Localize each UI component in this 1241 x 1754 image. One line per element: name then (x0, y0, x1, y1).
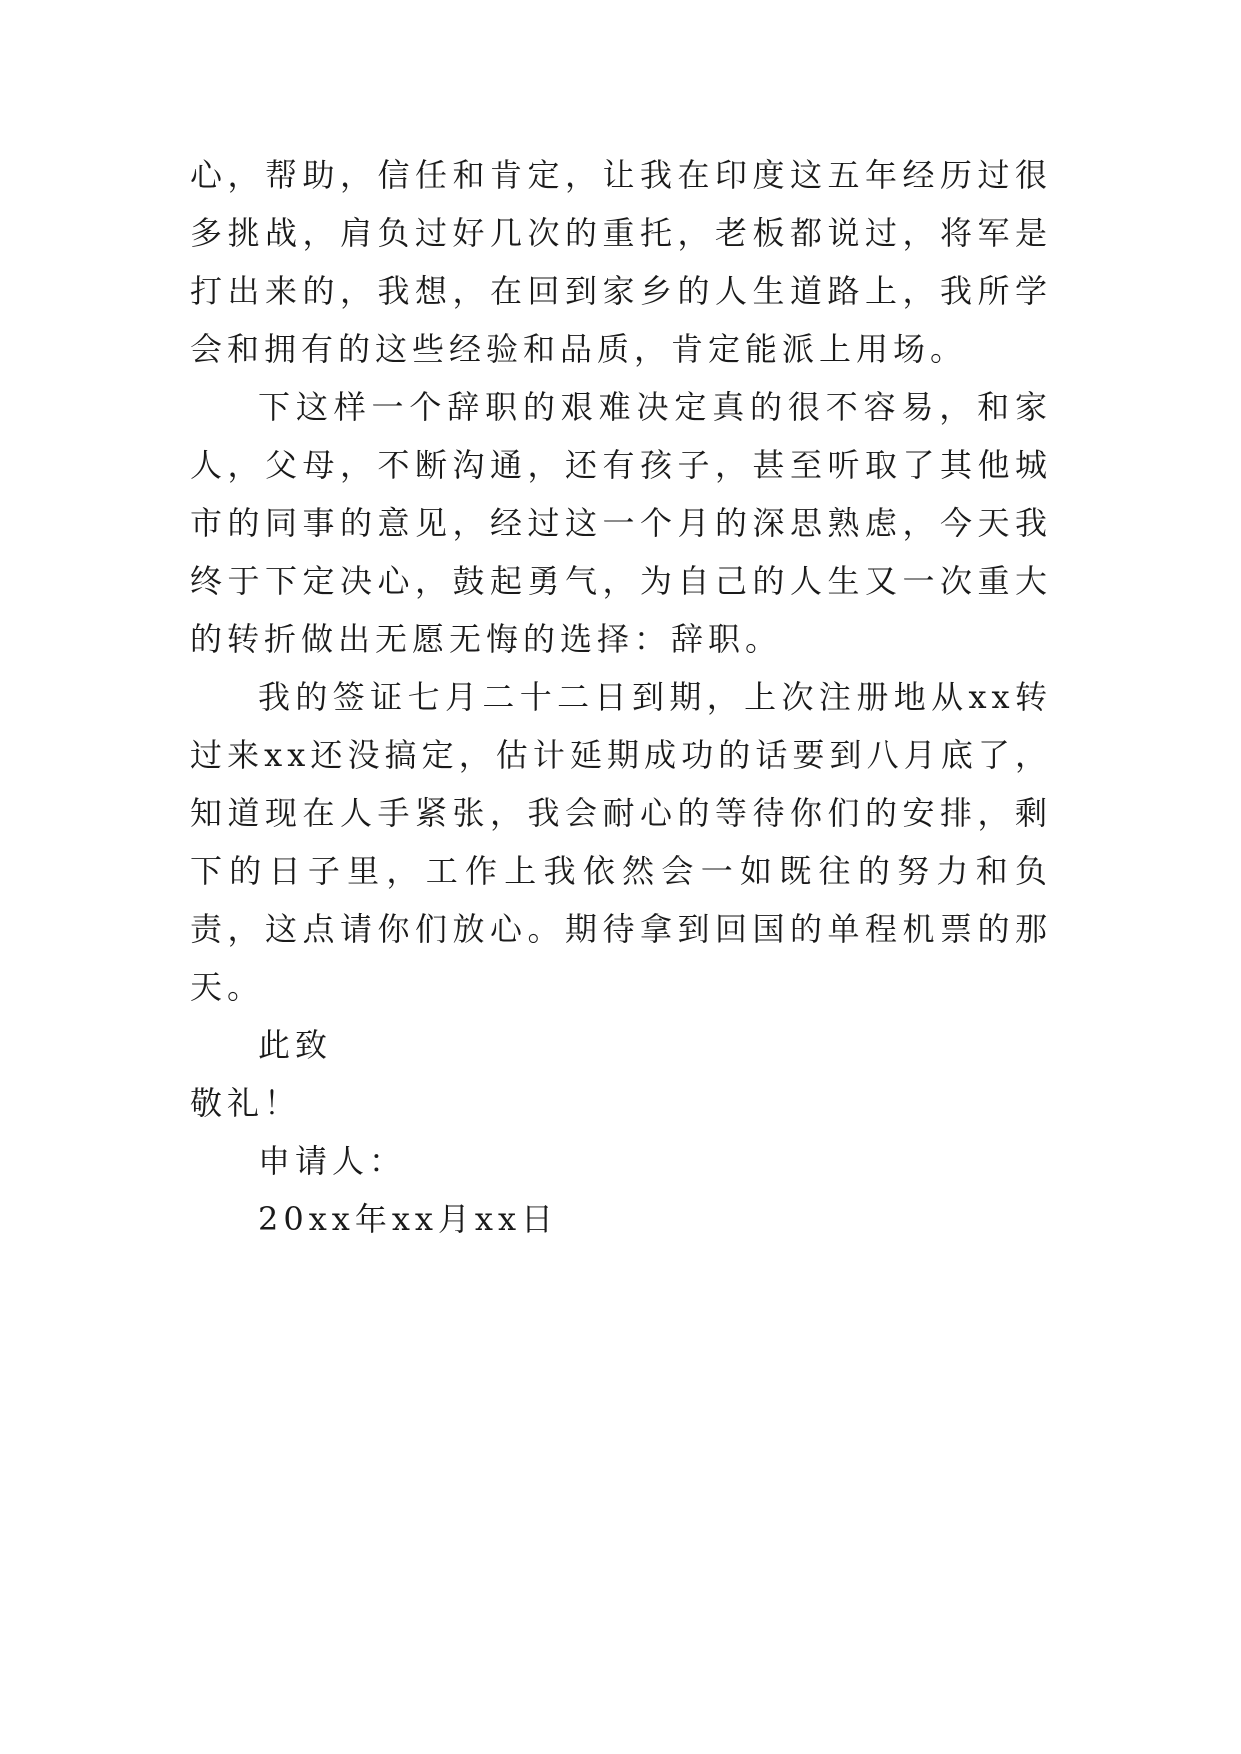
paragraph-3: 我的签证七月二十二日到期，上次注册地从xx转过来xx还没搞定，估计延期成功的话要到八月底了，知道现在人手紧张，我会耐心的等待你们的安排，剩下的日子里，工作上我依然会一如既往的努力和负责，这点请你们放心。期待拿到回国的单程机票的那天。 (190, 678, 1052, 1006)
salutation-text: 敬礼！ (190, 1084, 302, 1122)
closing-text: 此致 (258, 1026, 333, 1064)
letter-body (190, 146, 1052, 1248)
paragraph-1: 心，帮助，信任和肯定，让我在印度这五年经历过很多挑战，肩负过好几次的重托，老板都说过，将军是打出来的，我想，在回到家乡的人生道路上，我所学会和拥有的这些经验和品质，肯定能派上用场。 (190, 156, 1052, 368)
paragraph-2: 下这样一个辞职的艰难决定真的很不容易，和家人，父母，不断沟通，还有孩子，甚至听取了其他城市的同事的意见，经过这一个月的深思熟虑，今天我终于下定决心，鼓起勇气，为自己的人生又一次重大的转折做出无愿无悔的选择：辞职。 (190, 388, 1052, 658)
date-text: 20xx年xx月xx日 (258, 1200, 559, 1238)
applicant-label: 申请人： (258, 1142, 407, 1180)
